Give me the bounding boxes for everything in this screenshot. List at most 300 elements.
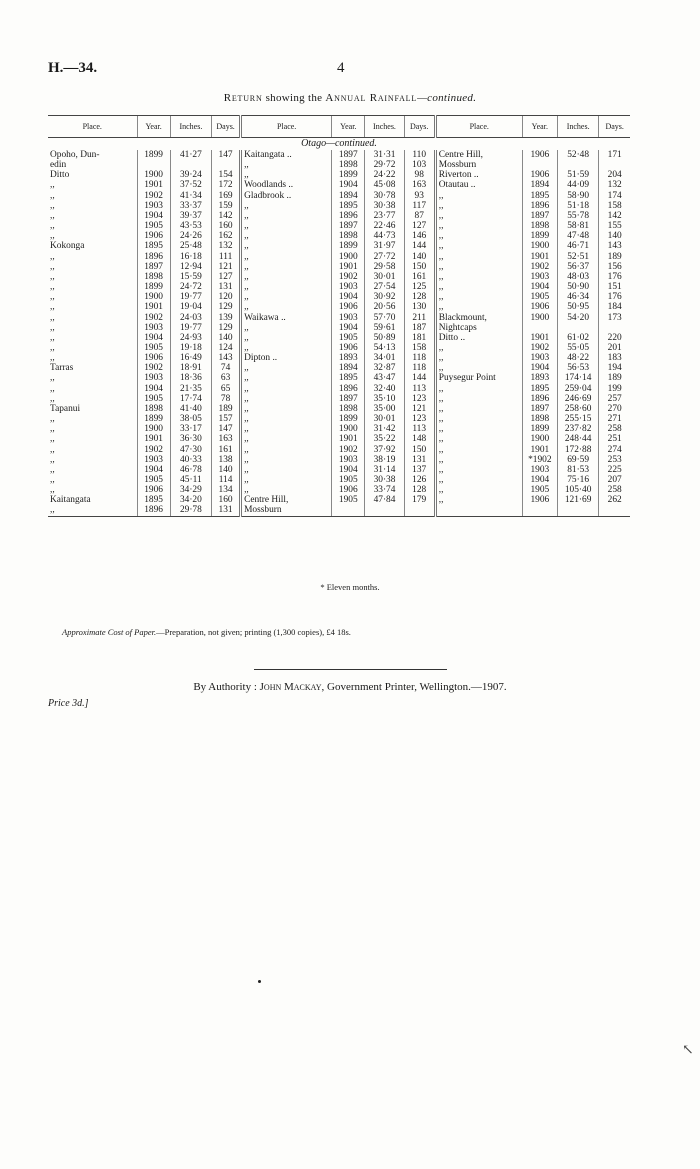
year-cell: 1901 xyxy=(522,333,557,343)
year-cell: 1906 xyxy=(522,150,557,160)
days-cell: 117 xyxy=(404,201,435,211)
inches-cell: 30·01 xyxy=(365,272,404,282)
year-cell: 1906 xyxy=(522,170,557,180)
year-cell: 1904 xyxy=(137,384,170,394)
place-cell: Opoho, Dun- xyxy=(50,150,100,160)
place-cell: ,, xyxy=(241,231,332,241)
place-cell: ,, xyxy=(50,332,55,343)
year-cell: 1899 xyxy=(137,282,170,292)
days-cell: 132 xyxy=(212,241,241,251)
inches-cell: 38·19 xyxy=(365,455,404,465)
inches-cell: 15·59 xyxy=(170,272,211,282)
inches-cell: 55·05 xyxy=(557,343,598,353)
place-cell: ,, xyxy=(435,353,522,363)
inches-cell: 32·40 xyxy=(365,384,404,394)
place-cell: ,, xyxy=(50,190,55,201)
days-cell: 126 xyxy=(404,475,435,485)
inches-cell: 19·77 xyxy=(170,323,211,333)
document-code: H.—34. xyxy=(48,60,98,76)
year-cell: 1906 xyxy=(332,302,365,312)
inches-cell: 29·58 xyxy=(365,262,404,272)
place-cell: ,, xyxy=(241,475,332,485)
place-cell: ,, xyxy=(435,404,522,414)
place-cell: ,, xyxy=(50,485,55,496)
year-cell: 1901 xyxy=(522,445,557,455)
table-row xyxy=(48,424,630,434)
place-cell: ,, xyxy=(241,211,332,221)
days-cell: 114 xyxy=(212,475,241,485)
inches-cell: 43·53 xyxy=(170,221,211,231)
inches-cell: 30·78 xyxy=(365,191,404,201)
place-cell: ,, xyxy=(435,485,522,495)
days-cell: 160 xyxy=(212,495,241,505)
year-cell: 1898 xyxy=(332,231,365,241)
year-cell: 1901 xyxy=(137,180,170,190)
days-cell: 150 xyxy=(404,445,435,455)
place-cell: ,, xyxy=(50,434,55,445)
inches-cell: 34·01 xyxy=(365,353,404,363)
table-row xyxy=(48,414,630,424)
footnote: * Eleven months. xyxy=(320,582,380,592)
days-cell: 144 xyxy=(404,241,435,251)
cost-label: Approximate Cost of Paper. xyxy=(62,627,157,637)
days-cell: 172 xyxy=(212,180,241,190)
divider-rule xyxy=(254,669,447,670)
days-cell: 157 xyxy=(212,414,241,424)
inches-cell: 81·53 xyxy=(557,465,598,475)
year-cell: 1905 xyxy=(332,495,365,505)
inches-cell: 16·49 xyxy=(170,353,211,363)
days-cell: 173 xyxy=(599,313,630,323)
margin-mark: ↖ xyxy=(682,1043,694,1058)
year-cell: 1903 xyxy=(137,373,170,383)
inches-cell: 24·22 xyxy=(365,170,404,180)
year-cell: 1905 xyxy=(137,394,170,404)
year-cell: 1902 xyxy=(137,313,170,323)
column-header: Year. xyxy=(522,116,557,138)
rainfall-table xyxy=(48,115,630,517)
inches-cell: 23·77 xyxy=(365,211,404,221)
days-cell: 176 xyxy=(599,292,630,302)
year-cell: 1902 xyxy=(137,363,170,373)
place-cell: ,, xyxy=(241,292,332,302)
table-row xyxy=(48,333,630,343)
days-cell: 184 xyxy=(599,302,630,312)
year-cell xyxy=(522,323,557,333)
inches-cell: 255·15 xyxy=(557,414,598,424)
authority-prefix: By Authority : xyxy=(193,681,260,693)
days-cell: 147 xyxy=(212,424,241,434)
inches-cell: 56·53 xyxy=(557,363,598,373)
year-cell: 1896 xyxy=(137,505,170,516)
days-cell: 258 xyxy=(599,424,630,434)
days-cell: 125 xyxy=(404,282,435,292)
year-cell: 1899 xyxy=(332,414,365,424)
place-cell: Mossburn xyxy=(241,505,332,516)
days-cell: 118 xyxy=(404,353,435,363)
column-header: Days. xyxy=(599,116,630,138)
days-cell: 121 xyxy=(404,404,435,414)
days-cell: 176 xyxy=(599,272,630,282)
table-row xyxy=(48,475,630,485)
year-cell: 1899 xyxy=(522,231,557,241)
year-cell: 1903 xyxy=(137,323,170,333)
place-cell: ,, xyxy=(50,282,55,293)
inches-cell: 29·72 xyxy=(365,160,404,170)
place-cell: Riverton .. xyxy=(435,170,522,180)
inches-cell: 52·51 xyxy=(557,252,598,262)
year-cell: 1905 xyxy=(137,343,170,353)
year-cell: 1893 xyxy=(332,353,365,363)
place-cell: ,, xyxy=(241,252,332,262)
printer-name: John Mackay xyxy=(259,681,322,693)
year-cell: 1904 xyxy=(137,465,170,475)
table-row xyxy=(48,434,630,444)
place-cell: ,, xyxy=(241,262,332,272)
year-cell: 1906 xyxy=(522,302,557,312)
inches-cell: 248·44 xyxy=(557,434,598,444)
table-row xyxy=(48,445,630,455)
inches-cell: 39·24 xyxy=(170,170,211,180)
place-cell: ,, xyxy=(241,384,332,394)
place-cell: Kokonga xyxy=(50,241,85,252)
place-cell: ,, xyxy=(50,200,55,211)
days-cell: 258 xyxy=(599,485,630,495)
rainfall-table-container xyxy=(48,115,630,517)
days-cell: 131 xyxy=(404,455,435,465)
days-cell: 74 xyxy=(212,363,241,373)
days-cell: 110 xyxy=(404,150,435,160)
year-cell: 1898 xyxy=(137,404,170,414)
year-cell: 1896 xyxy=(522,201,557,211)
column-header: Days. xyxy=(404,116,435,138)
days-cell: 127 xyxy=(212,272,241,282)
year-cell: 1900 xyxy=(522,241,557,251)
year-cell: 1904 xyxy=(137,211,170,221)
year-cell: 1905 xyxy=(522,292,557,302)
place-cell: ,, xyxy=(50,353,55,364)
days-cell: 98 xyxy=(404,170,435,180)
days-cell: 148 xyxy=(404,434,435,444)
table-row xyxy=(48,201,630,211)
inches-cell: 41·40 xyxy=(170,404,211,414)
year-cell: 1903 xyxy=(332,282,365,292)
table-row xyxy=(48,363,630,373)
place-cell: ,, xyxy=(241,373,332,383)
year-cell: 1900 xyxy=(522,313,557,323)
place-cell: ,, xyxy=(241,282,332,292)
year-cell: 1897 xyxy=(332,221,365,231)
days-cell: 124 xyxy=(212,343,241,353)
place-cell: ,, xyxy=(435,302,522,312)
year-cell: 1905 xyxy=(332,333,365,343)
inches-cell: 41·34 xyxy=(170,191,211,201)
place-cell: edin xyxy=(50,160,67,171)
place-cell: Waikawa .. xyxy=(241,313,332,323)
days-cell: 142 xyxy=(212,211,241,221)
section-heading: Otago—continued. xyxy=(301,138,377,149)
place-cell: ,, xyxy=(435,414,522,424)
days-cell: 271 xyxy=(599,414,630,424)
table-row xyxy=(48,302,630,312)
year-cell: 1902 xyxy=(137,445,170,455)
table-row xyxy=(48,160,630,170)
place-cell: ,, xyxy=(435,241,522,251)
year-cell: 1895 xyxy=(522,384,557,394)
year-cell: 1896 xyxy=(522,394,557,404)
year-cell: 1897 xyxy=(522,404,557,414)
days-cell: 128 xyxy=(404,292,435,302)
table-row xyxy=(48,282,630,292)
year-cell: 1894 xyxy=(332,191,365,201)
column-header: Place. xyxy=(241,116,332,138)
place-cell: Ditto xyxy=(50,170,70,181)
inches-cell: 258·60 xyxy=(557,404,598,414)
place-cell: ,, xyxy=(48,505,137,516)
days-cell: 146 xyxy=(404,231,435,241)
days-cell: 211 xyxy=(404,313,435,323)
days-cell: 220 xyxy=(599,333,630,343)
inches-cell: 35·22 xyxy=(365,434,404,444)
year-cell: 1898 xyxy=(522,414,557,424)
place-cell: ,, xyxy=(50,322,55,333)
days-cell: 143 xyxy=(212,353,241,363)
days-cell: 131 xyxy=(212,282,241,292)
place-cell: ,, xyxy=(241,445,332,455)
year-cell: 1899 xyxy=(137,414,170,424)
days-cell xyxy=(212,160,241,170)
place-cell: ,, xyxy=(435,434,522,444)
place-cell: ,, xyxy=(435,424,522,434)
days-cell: 251 xyxy=(599,434,630,444)
inches-cell: 35·10 xyxy=(365,394,404,404)
inches-cell: 24·72 xyxy=(170,282,211,292)
place-cell: ,, xyxy=(241,424,332,434)
place-cell: ,, xyxy=(241,455,332,465)
inches-cell: 75·16 xyxy=(557,475,598,485)
year-cell: 1893 xyxy=(522,373,557,383)
title-part-return: Return xyxy=(223,92,263,104)
inches-cell: 44·09 xyxy=(557,180,598,190)
printer-authority xyxy=(0,681,700,693)
place-cell: ,, xyxy=(435,221,522,231)
place-cell: ,, xyxy=(435,272,522,282)
place-cell: ,, xyxy=(241,221,332,231)
table-row xyxy=(48,323,630,333)
days-cell: 187 xyxy=(404,323,435,333)
column-header: Year. xyxy=(332,116,365,138)
days-cell: 189 xyxy=(212,404,241,414)
title-part-rainfall: Annual Rainfall xyxy=(325,92,418,104)
place-cell: ,, xyxy=(50,424,55,435)
year-cell: 1906 xyxy=(137,231,170,241)
days-cell: 65 xyxy=(212,384,241,394)
year-cell: 1906 xyxy=(332,343,365,353)
place-cell: Nightcaps xyxy=(435,323,522,333)
place-cell: ,, xyxy=(50,180,55,191)
inches-cell: 27·72 xyxy=(365,252,404,262)
column-header: Year. xyxy=(137,116,170,138)
table-row xyxy=(48,231,630,241)
year-cell: 1899 xyxy=(332,170,365,180)
days-cell: 138 xyxy=(212,455,241,465)
place-cell xyxy=(435,505,522,516)
inches-cell: 33·37 xyxy=(170,201,211,211)
year-cell: 1897 xyxy=(137,262,170,272)
inches-cell: 19·77 xyxy=(170,292,211,302)
inches-cell: 47·84 xyxy=(365,495,404,505)
table-title xyxy=(0,92,700,104)
table-row xyxy=(48,343,630,353)
place-cell: Tapanui xyxy=(50,403,81,414)
inches-cell: 50·90 xyxy=(557,282,598,292)
inches-cell: 48·22 xyxy=(557,353,598,363)
days-cell: 207 xyxy=(599,475,630,485)
days-cell: 140 xyxy=(404,252,435,262)
place-cell: ,, xyxy=(241,170,332,180)
table-row xyxy=(48,292,630,302)
place-cell: ,, xyxy=(435,465,522,475)
days-cell: 161 xyxy=(212,445,241,455)
inches-cell: 36·30 xyxy=(170,434,211,444)
days-cell: 78 xyxy=(212,394,241,404)
place-cell: Centre Hill, xyxy=(435,150,522,160)
table-row xyxy=(48,455,630,465)
year-cell: 1900 xyxy=(137,292,170,302)
table-row xyxy=(48,241,630,251)
place-cell: ,, xyxy=(50,302,55,313)
place-cell: ,, xyxy=(50,261,55,272)
place-cell: ,, xyxy=(435,445,522,455)
days-cell: 131 xyxy=(212,505,241,516)
days-cell: 140 xyxy=(212,465,241,475)
place-cell: ,, xyxy=(50,312,55,323)
days-cell: 144 xyxy=(404,373,435,383)
days-cell: 204 xyxy=(599,170,630,180)
days-cell: 179 xyxy=(404,495,435,505)
year-cell: 1904 xyxy=(332,465,365,475)
year-cell: 1900 xyxy=(137,424,170,434)
year-cell: 1902 xyxy=(137,191,170,201)
days-cell: 163 xyxy=(404,180,435,190)
place-cell: ,, xyxy=(241,434,332,444)
place-cell: Ditto .. xyxy=(435,333,522,343)
place-cell: ,, xyxy=(50,454,55,465)
inches-cell: 55·78 xyxy=(557,211,598,221)
year-cell: 1906 xyxy=(522,495,557,505)
table-row xyxy=(48,211,630,221)
table-row xyxy=(48,394,630,404)
year-cell: 1901 xyxy=(332,434,365,444)
days-cell: 118 xyxy=(404,363,435,373)
year-cell: 1903 xyxy=(332,313,365,323)
year-cell: 1899 xyxy=(332,241,365,251)
days-cell: 140 xyxy=(599,231,630,241)
days-cell: 162 xyxy=(212,231,241,241)
inches-cell: 69·59 xyxy=(557,455,598,465)
inches-cell: 51·59 xyxy=(557,170,598,180)
year-cell: 1899 xyxy=(137,150,170,160)
inches-cell: 44·73 xyxy=(365,231,404,241)
year-cell: 1902 xyxy=(332,445,365,455)
inches-cell: 51·18 xyxy=(557,201,598,211)
days-cell: 121 xyxy=(212,262,241,272)
inches-cell: 56·37 xyxy=(557,262,598,272)
days-cell: 113 xyxy=(404,424,435,434)
year-cell xyxy=(137,160,170,170)
cost-text: —Preparation, not given; printing (1,300 copies), £4 18s. xyxy=(156,627,351,637)
place-cell: Gladbrook .. xyxy=(241,191,332,201)
days-cell: 189 xyxy=(599,373,630,383)
days-cell: 160 xyxy=(212,221,241,231)
inches-cell: 18·91 xyxy=(170,363,211,373)
year-cell: 1901 xyxy=(522,252,557,262)
year-cell: 1901 xyxy=(137,302,170,312)
ink-speck xyxy=(258,980,261,983)
days-cell: 134 xyxy=(212,485,241,495)
table-row xyxy=(48,272,630,282)
days-cell: 155 xyxy=(599,221,630,231)
year-cell: 1897 xyxy=(332,394,365,404)
year-cell: 1900 xyxy=(522,434,557,444)
place-cell: ,, xyxy=(50,475,55,485)
place-cell: ,, xyxy=(435,262,522,272)
inches-cell xyxy=(170,160,211,170)
days-cell: 147 xyxy=(212,150,241,160)
year-cell: 1899 xyxy=(522,424,557,434)
inches-cell: 31·14 xyxy=(365,465,404,475)
inches-cell: 37·92 xyxy=(365,445,404,455)
days-cell: 129 xyxy=(212,323,241,333)
place-cell: ,, xyxy=(435,252,522,262)
days-cell: 103 xyxy=(404,160,435,170)
place-cell: ,, xyxy=(50,221,55,232)
days-cell: 150 xyxy=(404,262,435,272)
inches-cell: 41·27 xyxy=(170,150,211,160)
days-cell: 158 xyxy=(404,343,435,353)
place-cell: ,, xyxy=(435,495,522,505)
year-cell: 1895 xyxy=(332,373,365,383)
column-header: Days. xyxy=(212,116,241,138)
days-cell: 63 xyxy=(212,373,241,383)
year-cell: 1903 xyxy=(137,455,170,465)
year-cell: 1898 xyxy=(332,404,365,414)
inches-cell: 24·26 xyxy=(170,231,211,241)
year-cell: 1906 xyxy=(332,485,365,495)
place-cell: ,, xyxy=(241,333,332,343)
place-cell: ,, xyxy=(435,201,522,211)
place-cell: Kaitangata .. xyxy=(241,150,332,160)
place-cell: ,, xyxy=(50,271,55,282)
days-cell: 127 xyxy=(404,221,435,231)
place-cell: ,, xyxy=(50,373,55,384)
inches-cell: 52·48 xyxy=(557,150,598,160)
place-cell: ,, xyxy=(241,363,332,373)
inches-cell: 37·52 xyxy=(170,180,211,190)
inches-cell: 21·35 xyxy=(170,384,211,394)
place-cell: ,, xyxy=(241,272,332,282)
inches-cell: 45·11 xyxy=(170,475,211,485)
year-cell: 1905 xyxy=(137,221,170,231)
table-row xyxy=(48,180,630,190)
year-cell: 1904 xyxy=(332,180,365,190)
days-cell: 161 xyxy=(404,272,435,282)
inches-cell: 58·81 xyxy=(557,221,598,231)
place-cell: ,, xyxy=(241,343,332,353)
table-row xyxy=(48,485,630,495)
inches-cell: 121·69 xyxy=(557,495,598,505)
year-cell: 1897 xyxy=(332,150,365,160)
